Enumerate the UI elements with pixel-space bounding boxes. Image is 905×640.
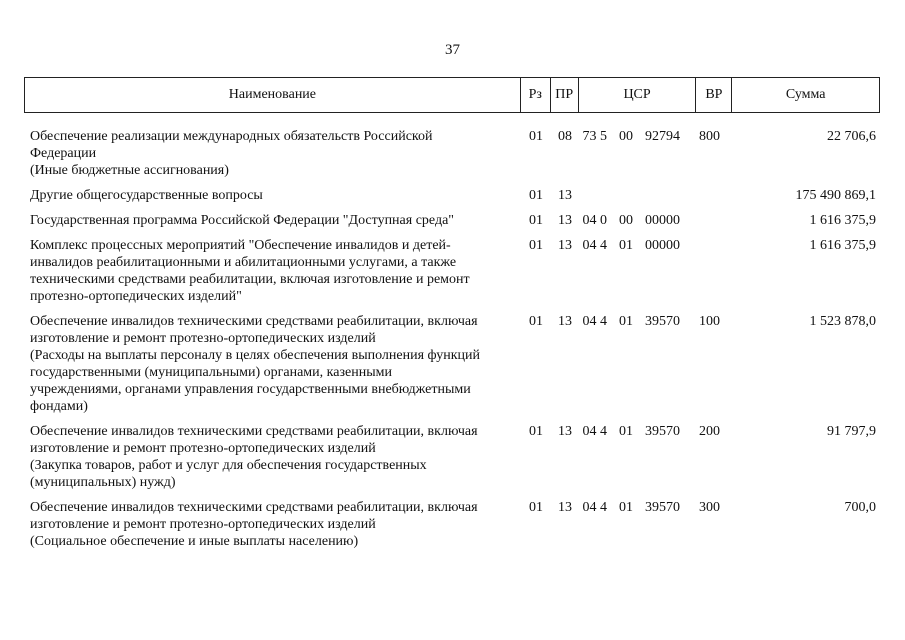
row-name-line: Государственная программа Российской Федерации "Доступная среда" bbox=[30, 213, 454, 228]
row-name-line: Обеспечение реализации международных обязательств Российской bbox=[30, 129, 433, 144]
row-name-line: изготовление и ремонт протезно-ортопедических изделий bbox=[30, 517, 376, 532]
row-csr-direction: 00 bbox=[619, 213, 633, 228]
row-vr: 300 bbox=[699, 500, 720, 515]
row-pr: 13 bbox=[558, 424, 572, 439]
row-name bbox=[24, 499, 521, 550]
row-vr bbox=[697, 187, 733, 204]
row-name bbox=[24, 423, 521, 491]
row-name-line: Обеспечение инвалидов техническими средствами реабилитации, включая bbox=[30, 314, 478, 329]
row-csr-direction: 01 bbox=[619, 238, 633, 253]
row-csr-code: 92794 bbox=[645, 129, 680, 144]
row-rz: 01 bbox=[529, 238, 543, 253]
row-name-line: фондами) bbox=[30, 399, 88, 414]
row-rz: 01 bbox=[529, 314, 543, 329]
row-rz: 01 bbox=[529, 188, 543, 203]
header-pr: ПР bbox=[551, 78, 579, 112]
table-row bbox=[24, 423, 880, 491]
row-csr-program: 04 4 bbox=[582, 238, 607, 253]
row-rz: 01 bbox=[529, 129, 543, 144]
table-header bbox=[24, 77, 880, 113]
row-pr: 13 bbox=[558, 213, 572, 228]
row-name-line: Другие общегосударственные вопросы bbox=[30, 188, 263, 203]
row-csr-code: 39570 bbox=[645, 500, 680, 515]
row-name-line: протезно-ортопедических изделий" bbox=[30, 289, 242, 304]
row-csr-direction bbox=[611, 187, 641, 204]
row-csr-direction: 01 bbox=[619, 314, 633, 329]
row-name-line: Комплекс процессных мероприятий "Обеспечение инвалидов и детей- bbox=[30, 238, 451, 253]
row-sum: 91 797,9 bbox=[827, 424, 876, 439]
row-rz: 01 bbox=[529, 213, 543, 228]
row-csr-direction: 00 bbox=[619, 129, 633, 144]
row-name bbox=[24, 187, 521, 204]
row-sum: 175 490 869,1 bbox=[795, 188, 876, 203]
header-name: Наименование bbox=[25, 78, 521, 112]
table-row bbox=[24, 499, 880, 550]
row-sum: 1 523 878,0 bbox=[809, 314, 876, 329]
table-row bbox=[24, 212, 880, 229]
header-sum: Сумма bbox=[785, 87, 826, 102]
row-sum: 700,0 bbox=[844, 500, 876, 515]
row-name-line: Федерации bbox=[30, 146, 97, 161]
row-rz: 01 bbox=[529, 500, 543, 515]
row-name-line: (муниципальных) нужд) bbox=[30, 475, 176, 490]
header-rz: Рз bbox=[521, 78, 551, 112]
row-name-line: Обеспечение инвалидов техническими средствами реабилитации, включая bbox=[30, 500, 478, 515]
table-row bbox=[24, 237, 880, 305]
row-name-line: Обеспечение инвалидов техническими средствами реабилитации, включая bbox=[30, 424, 478, 439]
row-csr-code: 39570 bbox=[645, 424, 680, 439]
page-number: 37 bbox=[445, 42, 460, 58]
header-csr: ЦСР bbox=[579, 78, 697, 112]
row-name-line: (Расходы на выплаты персоналу в целях обеспечения выполнения функций bbox=[30, 348, 481, 363]
row-sum: 22 706,6 bbox=[827, 129, 876, 144]
row-name bbox=[24, 212, 521, 229]
row-name-line: изготовление и ремонт протезно-ортопедических изделий bbox=[30, 331, 376, 346]
row-csr-code bbox=[641, 187, 697, 204]
row-csr-program: 04 4 bbox=[582, 424, 607, 439]
row-csr-program: 04 4 bbox=[582, 500, 607, 515]
row-csr-direction: 01 bbox=[619, 424, 633, 439]
table-row bbox=[24, 313, 880, 415]
row-name-line: техническими средствами реабилитации, включая изготовление и ремонт bbox=[30, 272, 470, 287]
row-name-line: изготовление и ремонт протезно-ортопедических изделий bbox=[30, 441, 376, 456]
row-name-line: (Иные бюджетные ассигнования) bbox=[30, 163, 229, 178]
row-vr: 800 bbox=[699, 129, 720, 144]
row-vr bbox=[697, 237, 733, 305]
row-vr: 200 bbox=[699, 424, 720, 439]
row-csr-program bbox=[579, 187, 611, 204]
row-pr: 08 bbox=[558, 129, 572, 144]
row-sum: 1 616 375,9 bbox=[809, 238, 876, 253]
table-body bbox=[24, 128, 880, 558]
row-vr: 100 bbox=[699, 314, 720, 329]
row-pr: 13 bbox=[558, 238, 572, 253]
row-vr bbox=[697, 212, 733, 229]
row-csr-direction: 01 bbox=[619, 500, 633, 515]
table-row bbox=[24, 128, 880, 179]
row-csr-program: 73 5 bbox=[582, 129, 607, 144]
header-vr: ВР bbox=[696, 78, 732, 112]
row-pr: 13 bbox=[558, 188, 572, 203]
row-name bbox=[24, 313, 521, 415]
row-rz: 01 bbox=[529, 424, 543, 439]
row-name-line: инвалидов реабилитационными и абилитационными услугами, а также bbox=[30, 255, 457, 270]
row-csr-program: 04 0 bbox=[582, 213, 607, 228]
row-csr-program: 04 4 bbox=[582, 314, 607, 329]
row-name-line: государственными (муниципальными) органами, казенными bbox=[30, 365, 392, 380]
row-csr-code: 39570 bbox=[645, 314, 680, 329]
table-row bbox=[24, 187, 880, 204]
row-pr: 13 bbox=[558, 500, 572, 515]
row-name-line: (Социальное обеспечение и иные выплаты населению) bbox=[30, 534, 359, 549]
row-name bbox=[24, 128, 521, 179]
row-csr-code: 00000 bbox=[645, 238, 680, 253]
row-name-line: учреждениями, органами управления государственными внебюджетными bbox=[30, 382, 471, 397]
row-name bbox=[24, 237, 521, 305]
row-csr-code: 00000 bbox=[645, 213, 680, 228]
row-name-line: (Закупка товаров, работ и услуг для обеспечения государственных bbox=[30, 458, 427, 473]
row-sum: 1 616 375,9 bbox=[809, 213, 876, 228]
row-pr: 13 bbox=[558, 314, 572, 329]
